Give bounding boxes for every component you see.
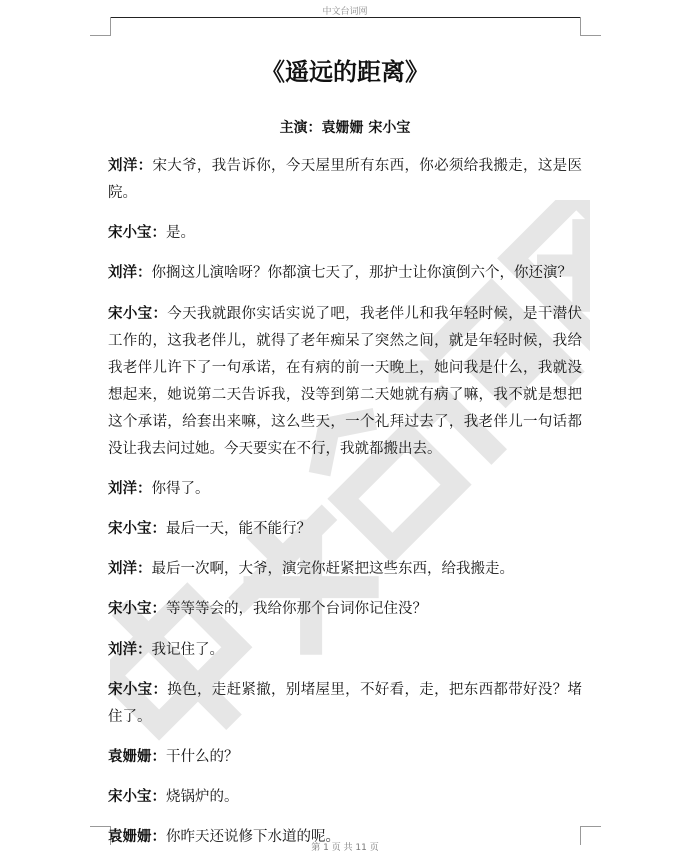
page-number: 第 1 页 共 11 页 <box>311 843 379 853</box>
speaker-name: 袁姗姗： <box>108 829 166 846</box>
dialogue-line <box>108 260 582 287</box>
header-rule <box>110 17 580 18</box>
dialogue-line <box>108 516 582 543</box>
dialogue-line <box>108 556 582 583</box>
cast-line: 主演：袁姗姗 宋小宝 <box>279 120 411 136</box>
dialogue-line <box>108 637 582 664</box>
dialogue-text: 你昨天还说修下水道的呢。 <box>166 829 340 846</box>
dialogue-text: 等等等会的，我给你那个台词你记住没？ <box>166 601 427 618</box>
speaker-name: 宋小宝： <box>108 225 166 242</box>
dialogue-text: 今天我就跟你实话实说了吧，我老伴儿和我年轻时候，是干潜伏工作的，这我老伴儿，就得了老年痴呆了突然之间，就是年轻时候，我给我老伴儿许下了一句承诺，在有病的前一天晚上，她问我是什么，我就没想起来，她说第二天告诉我，没等到第二天她就有病了嘛，我不就是想把这个承诺，给套出来嘛，这么些天，一个礼拜过去了，我老伴儿一句话都没让我去问过她。今天要实在不行，我就都搬出去。 <box>108 305 583 457</box>
document-title: 《遥远的距离》 <box>261 57 429 86</box>
speaker-name: 宋小宝： <box>108 520 166 537</box>
dialogue-body <box>108 153 582 864</box>
dialogue-text: 我记住了。 <box>151 641 224 658</box>
dialogue-text: 换色，走赶紧撤，别堵屋里，不好看，走，把东西都带好没？堵住了。 <box>108 681 583 725</box>
dialogue-text: 你搁这儿演啥呀？你都演七天了，那护士让你演倒六个，你还演？ <box>151 265 572 282</box>
dialogue-text: 宋大爷，我告诉你，今天屋里所有东西，你必须给我搬走，这是医院。 <box>108 158 582 201</box>
dialogue-line <box>108 677 582 731</box>
dialogue-line <box>108 301 582 463</box>
speaker-name: 刘洋： <box>108 480 152 497</box>
page-header: 中文台词网 <box>322 7 368 17</box>
dialogue-text: 最后一天，能不能行？ <box>166 520 311 537</box>
speaker-name: 宋小宝： <box>108 601 166 618</box>
speaker-name: 刘洋： <box>108 641 152 658</box>
margin-corner-top-right <box>580 17 601 36</box>
speaker-name: 刘洋： <box>108 561 152 578</box>
speaker-name: 宋小宝： <box>108 681 168 698</box>
dialogue-text: 干什么的？ <box>166 748 239 765</box>
dialogue-line <box>108 744 582 771</box>
dialogue-text: 是。 <box>166 225 195 242</box>
speaker-name: 袁姗姗： <box>108 748 166 765</box>
dialogue-line <box>108 596 582 623</box>
speaker-name: 刘洋： <box>108 265 152 282</box>
dialogue-line <box>108 153 582 207</box>
dialogue-line <box>108 784 582 811</box>
speaker-name: 宋小宝： <box>108 789 166 806</box>
dialogue-text: 你得了。 <box>151 480 210 497</box>
dialogue-line <box>108 476 582 503</box>
dialogue-text: 最后一次啊，大爷，演完你赶紧把这些东西，给我搬走。 <box>151 561 514 578</box>
margin-corner-top-left <box>90 17 111 36</box>
speaker-name: 刘洋： <box>108 158 153 174</box>
dialogue-line <box>108 220 582 247</box>
speaker-name: 宋小宝： <box>108 305 168 322</box>
dialogue-text: 烧锅炉的。 <box>166 789 239 806</box>
